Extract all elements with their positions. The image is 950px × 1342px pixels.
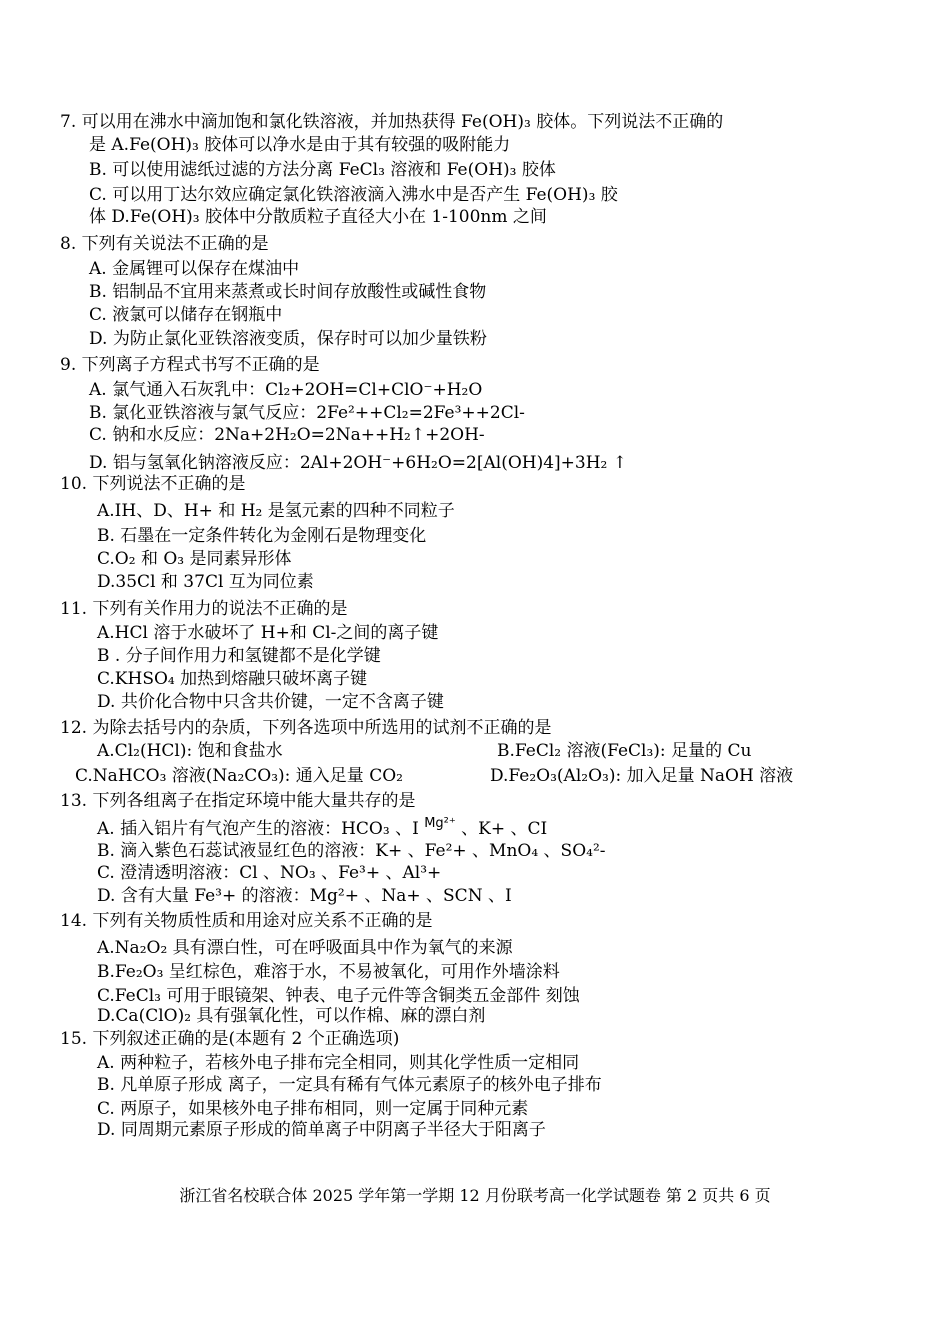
q11-option-d: D. 共价化合物中只含共价键，一定不含离子键 [97, 692, 444, 712]
q15-stem: 15. 下列叙述正确的是(本题有 2 个正确选项) [60, 1029, 400, 1049]
mg-ion-image: Mg²⁺ [424, 816, 456, 831]
q15-option-d: D. 同周期元素原子形成的简单离子中阴离子半径大于阳离子 [97, 1120, 546, 1140]
q12-option-a: A.Cl₂(HCl): 饱和食盐水 [97, 741, 283, 761]
q8-option-c: C. 液氯可以储存在钢瓶中 [89, 305, 283, 325]
q8-option-d: D. 为防止氯化亚铁溶液变质，保存时可以加少量铁粉 [89, 329, 487, 349]
q7-option-b: B. 可以使用滤纸过滤的方法分离 FeCl₃ 溶液和 Fe(OH)₃ 胶体 [89, 160, 556, 180]
q10-option-c: C.O₂ 和 O₃ 是同素异形体 [97, 549, 292, 569]
q12-option-c: C.NaHCO₃ 溶液(Na₂CO₃): 通入足量 CO₂ [75, 766, 403, 786]
q13-option-a-prefix: A. 插入铝片有气泡产生的溶液：HCO₃ 、I [97, 819, 425, 839]
q12-option-d: D.Fe₂O₃(Al₂O₃): 加入足量 NaOH 溶液 [490, 766, 794, 786]
q11-option-c: C.KHSO₄ 加热到熔融只破坏离子键 [97, 669, 368, 689]
q13-option-d: D. 含有大量 Fe³+ 的溶液：Mg²+ 、Na+ 、SCN 、I [97, 886, 512, 906]
q10-option-d: D.35Cl 和 37Cl 互为同位素 [97, 572, 314, 592]
q7-option-c: C. 可以用丁达尔效应确定氯化铁溶液滴入沸水中是否产生 Fe(OH)₃ 胶 [89, 185, 618, 205]
q15-option-c: C. 两原子，如果核外电子排布相同，则一定属于同种元素 [97, 1099, 529, 1119]
q7-option-d: 体 D.Fe(OH)₃ 胶体中分散质粒子直径大小在 1-100nm 之间 [89, 207, 547, 227]
q15-option-b: B. 凡单原子形成 离子，一定具有稀有气体元素原子的核外电子排布 [97, 1075, 602, 1095]
q10-option-b: B. 石墨在一定条件转化为金刚石是物理变化 [97, 526, 427, 546]
q9-option-a: A. 氯气通入石灰乳中：Cl₂+2OH=Cl+ClO⁻+H₂O [89, 380, 483, 400]
q8-stem: 8. 下列有关说法不正确的是 [60, 234, 269, 254]
q15-option-a: A. 两种粒子，若核外电子排布完全相同，则其化学性质一定相同 [97, 1053, 580, 1073]
q13-option-b: B. 滴入紫色石蕊试液显红色的溶液：K+ 、Fe²+ 、MnO₄ 、SO₄²- [97, 841, 606, 861]
q14-option-d: D.Ca(ClO)₂ 具有强氧化性，可以作棉、麻的漂白剂 [97, 1006, 486, 1026]
q7-stem: 7. 可以用在沸水中滴加饱和氯化铁溶液，并加热获得 Fe(OH)₃ 胶体。下列说法不正确的 [60, 112, 724, 132]
q9-stem: 9. 下列离子方程式书写不正确的是 [60, 355, 320, 375]
q13-stem: 13. 下列各组离子在指定环境中能大量共存的是 [60, 791, 416, 811]
q9-option-c: C. 钠和水反应：2Na+2H₂O=2Na++H₂↑+2OH- [89, 425, 485, 445]
q10-stem: 10. 下列说法不正确的是 [60, 474, 246, 494]
q13-option-a [97, 818, 547, 842]
q8-option-b: B. 铝制品不宜用来蒸煮或长时间存放酸性或碱性食物 [89, 282, 487, 302]
q13-option-c: C. 澄清透明溶液：Cl 、NO₃ 、Fe³+ 、Al³+ [97, 863, 442, 883]
q10-option-a: A.IH、D、H+ 和 H₂ 是氢元素的四种不同粒子 [97, 501, 455, 521]
page-footer: 浙江省名校联合体 2025 学年第一学期 12 月份联考高一化学试题卷 第 2 页共 6 页 [179, 1186, 771, 1205]
q8-option-a: A. 金属锂可以保存在煤油中 [89, 259, 300, 279]
q7-option-a: 是 A.Fe(OH)₃ 胶体可以净水是由于其有较强的吸附能力 [89, 135, 511, 155]
q14-option-b: B.Fe₂O₃ 呈红棕色，难溶于水，不易被氧化，可用作外墙涂料 [97, 962, 560, 982]
q14-option-a: A.Na₂O₂ 具有漂白性，可在呼吸面具中作为氧气的来源 [97, 938, 513, 958]
q9-option-b: B. 氯化亚铁溶液与氯气反应：2Fe²++Cl₂=2Fe³++2Cl- [89, 403, 525, 423]
q11-option-b: B . 分子间作用力和氢键都不是化学键 [97, 646, 381, 666]
q9-option-d: D. 铝与氢氧化钠溶液反应：2Al+2OH⁻+6H₂O=2[Al(OH)4]+3H₂ ↑ [89, 453, 628, 473]
q12-option-b: B.FeCl₂ 溶液(FeCl₃): 足量的 Cu [497, 741, 752, 761]
q12-stem: 12. 为除去括号内的杂质，下列各选项中所选用的试剂不正确的是 [60, 718, 552, 738]
q11-stem: 11. 下列有关作用力的说法不正确的是 [60, 599, 348, 619]
q13-option-a-suffix: 、K+ 、CI [455, 819, 548, 839]
q11-option-a: A.HCl 溶于水破坏了 H+和 Cl-之间的离子键 [97, 623, 439, 643]
q14-option-c: C.FeCl₃ 可用于眼镜架、钟表、电子元件等含铜类五金部件 刻蚀 [97, 986, 580, 1006]
q14-stem: 14. 下列有关物质性质和用途对应关系不正确的是 [60, 911, 433, 931]
